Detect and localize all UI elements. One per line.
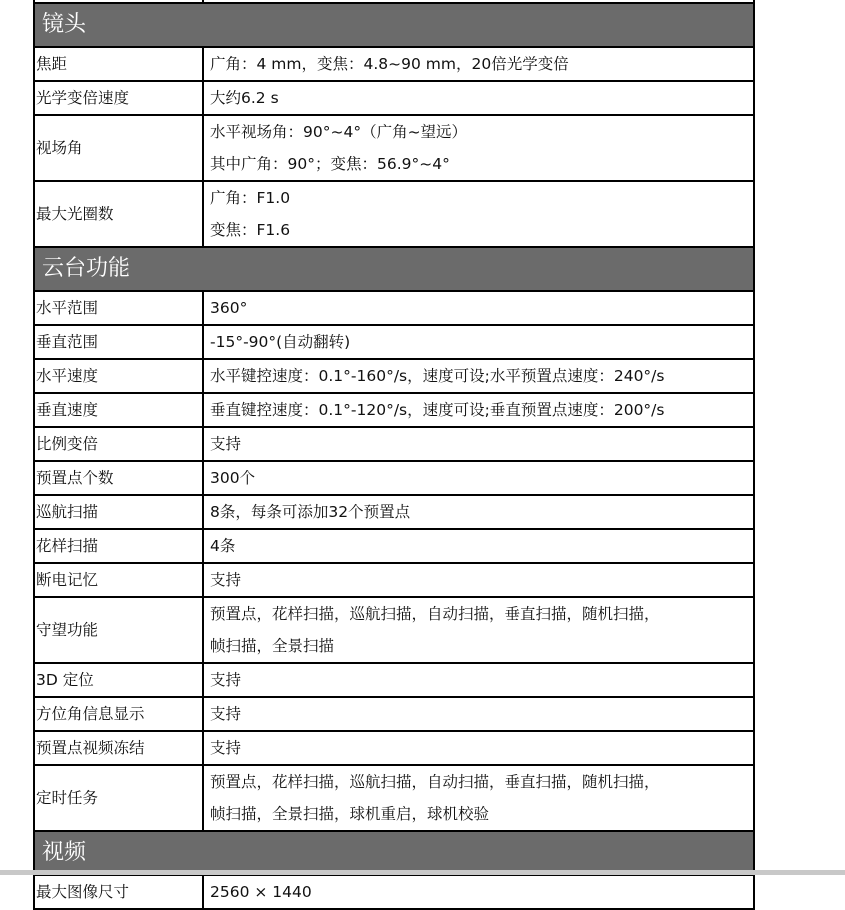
spec-label: 定时任务 xyxy=(34,765,203,831)
spec-value-cell xyxy=(203,291,754,325)
spec-value-cell xyxy=(203,765,754,831)
spec-value-line: 广角：F1.0 xyxy=(210,189,291,207)
section-title: 云台功能 xyxy=(34,247,754,291)
spec-value-line: 8条，每条可添加32个预置点 xyxy=(210,503,411,521)
spec-label: 预置点个数 xyxy=(34,461,203,495)
spec-label: 最大图像尺寸 xyxy=(34,875,203,909)
spec-value-cell xyxy=(203,563,754,597)
spec-value-line: 预置点，花样扫描，巡航扫描，自动扫描，垂直扫描，随机扫描， xyxy=(210,605,660,623)
spec-label: 水平范围 xyxy=(34,291,203,325)
spec-label: 预置点视频冻结 xyxy=(34,731,203,765)
spec-value-cell xyxy=(203,47,754,81)
spec-value-cell xyxy=(203,697,754,731)
spec-value-cell xyxy=(203,597,754,663)
spec-label: 水平速度 xyxy=(34,359,203,393)
spec-table-body xyxy=(34,0,754,909)
spec-value-cell xyxy=(203,325,754,359)
spec-value-cell xyxy=(203,181,754,247)
spec-value-line: 360° xyxy=(210,299,248,317)
spec-value-line: 300个 xyxy=(210,469,256,487)
spec-value-line: 水平视场角：90°~4°（广角~望远） xyxy=(210,123,468,141)
spec-label: 比例变倍 xyxy=(34,427,203,461)
bottom-scroll-bar[interactable] xyxy=(0,870,845,875)
spec-value-cell xyxy=(203,663,754,697)
spec-value-cell xyxy=(203,393,754,427)
spec-row xyxy=(34,427,754,461)
spec-label: 方位角信息显示 xyxy=(34,697,203,731)
spec-value-line: 支持 xyxy=(210,739,242,757)
section-title: 镜头 xyxy=(34,3,754,47)
spec-value-line: 其中广角：90°；变焦：56.9°~4° xyxy=(210,155,450,173)
spec-value-line: 支持 xyxy=(210,705,242,723)
spec-value-line: 2560 × 1440 xyxy=(210,883,312,901)
spec-value-line: 支持 xyxy=(210,671,242,689)
spec-row xyxy=(34,325,754,359)
spec-value-line: -15°-90°(自动翻转) xyxy=(210,333,351,351)
spec-value-cell xyxy=(203,875,754,909)
section-header-row xyxy=(34,831,754,875)
spec-value-line: 预置点，花样扫描，巡航扫描，自动扫描，垂直扫描，随机扫描， xyxy=(210,773,660,791)
spec-value-cell xyxy=(203,461,754,495)
spec-row xyxy=(34,47,754,81)
spec-label: 守望功能 xyxy=(34,597,203,663)
spec-label: 光学变倍速度 xyxy=(34,81,203,115)
spec-row xyxy=(34,81,754,115)
spec-row xyxy=(34,597,754,663)
spec-row xyxy=(34,495,754,529)
spec-label: 最大光圈数 xyxy=(34,181,203,247)
spec-row xyxy=(34,461,754,495)
spec-value-line: 4条 xyxy=(210,537,236,555)
spec-row xyxy=(34,731,754,765)
spec-label: 焦距 xyxy=(34,47,203,81)
spec-value-cell xyxy=(203,529,754,563)
spec-label: 3D 定位 xyxy=(34,663,203,697)
section-header-row xyxy=(34,247,754,291)
spec-row xyxy=(34,529,754,563)
spec-row xyxy=(34,765,754,831)
spec-value-cell xyxy=(203,81,754,115)
spec-label: 视场角 xyxy=(34,115,203,181)
spec-row xyxy=(34,697,754,731)
spec-row xyxy=(34,181,754,247)
spec-value-line: 垂直键控速度：0.1°-120°/s，速度可设;垂直预置点速度：200°/s xyxy=(210,401,665,419)
spec-row xyxy=(34,359,754,393)
spec-value-line: 支持 xyxy=(210,435,242,453)
spec-table xyxy=(33,0,755,910)
spec-row xyxy=(34,875,754,909)
spec-label: 花样扫描 xyxy=(34,529,203,563)
spec-value-line: 广角：4 mm，变焦：4.8~90 mm，20倍光学变倍 xyxy=(210,55,569,73)
spec-label: 巡航扫描 xyxy=(34,495,203,529)
spec-value-line: 大约6.2 s xyxy=(210,89,279,107)
spec-value-line: 支持 xyxy=(210,571,242,589)
spec-value-line: 帧扫描，全景扫描，球机重启，球机校验 xyxy=(210,805,490,823)
section-header-row xyxy=(34,3,754,47)
spec-row xyxy=(34,563,754,597)
spec-row xyxy=(34,663,754,697)
spec-value-cell xyxy=(203,115,754,181)
spec-value-cell xyxy=(203,731,754,765)
section-title: 视频 xyxy=(34,831,754,875)
spec-row xyxy=(34,393,754,427)
spec-label: 垂直范围 xyxy=(34,325,203,359)
spec-value-line: 变焦：F1.6 xyxy=(210,221,291,239)
spec-value-line: 水平键控速度：0.1°-160°/s，速度可设;水平预置点速度：240°/s xyxy=(210,367,665,385)
spec-value-cell xyxy=(203,427,754,461)
spec-value-cell xyxy=(203,359,754,393)
spec-value-line: 帧扫描，全景扫描 xyxy=(210,637,335,655)
spec-label: 断电记忆 xyxy=(34,563,203,597)
spec-label: 垂直速度 xyxy=(34,393,203,427)
spec-row xyxy=(34,115,754,181)
spec-value-cell xyxy=(203,495,754,529)
spec-row xyxy=(34,291,754,325)
